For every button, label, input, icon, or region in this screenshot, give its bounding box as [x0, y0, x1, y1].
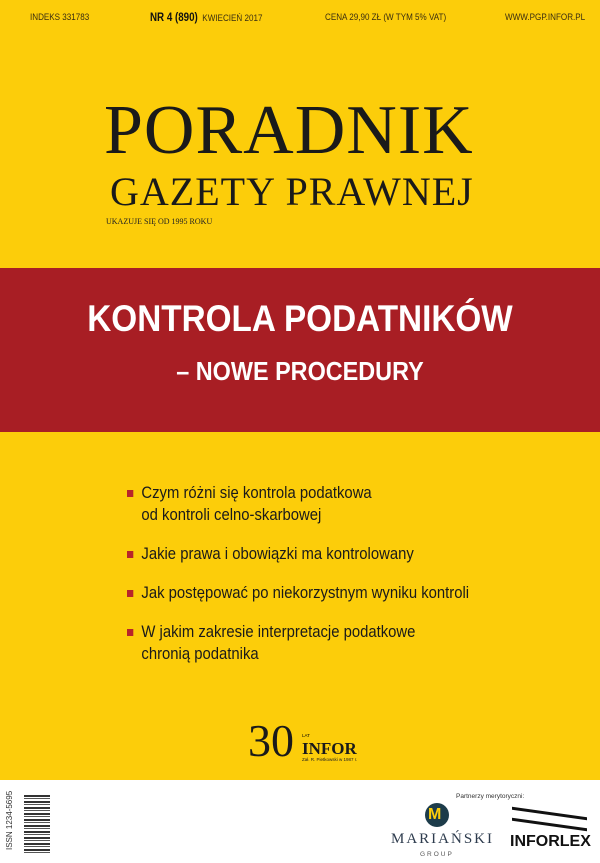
anniversary-number: 30 — [248, 715, 294, 766]
bullet-text: W jakim zakresie interpretacje podatkowe chronią podatnika — [141, 623, 416, 663]
partner-marianski: MARIAŃSKI — [391, 831, 495, 847]
partner-inforlex: INFORLEX — [510, 833, 591, 850]
masthead-subtitle: GAZETY PRAWNEJ — [110, 169, 474, 214]
headline-sub: – NOWE PROCEDURY — [176, 356, 424, 386]
anniversary-lat: LAT — [302, 733, 310, 738]
bullet-item — [127, 482, 469, 526]
price: CENA 29,90 ZŁ (W TYM 5% VAT) — [325, 12, 447, 23]
bullet-item — [127, 621, 469, 665]
barcode — [24, 795, 50, 855]
marianski-logo-icon — [425, 803, 449, 827]
bullet-item — [127, 582, 469, 604]
bullet-list — [127, 482, 507, 682]
infor-logo: INFOR — [302, 739, 357, 758]
infor-subtitle: Zał. R. Pietkowski w 1987 r. — [302, 757, 358, 762]
bullet-text: Jakie prawa i obowiązki ma kontrolowany — [141, 545, 414, 563]
headline-main: KONTROLA PODATNIKÓW — [87, 298, 513, 339]
index-number: INDEKS 331783 — [30, 12, 90, 23]
issue-number: NR 4 (890) — [150, 12, 198, 24]
headline-band — [0, 268, 600, 432]
bullet-text: Czym różni się kontrola podatkowa od kontroli celno-skarbowej — [141, 484, 372, 524]
masthead-tagline: UKAZUJE SIĘ OD 1995 ROKU — [106, 217, 213, 226]
masthead-title: PORADNIK — [104, 92, 474, 169]
inforlex-wings-icon — [512, 807, 587, 832]
partners-label: Partnerzy merytoryczni: — [456, 793, 525, 800]
website: WWW.PGP.INFOR.PL — [505, 12, 586, 23]
issue-info — [150, 12, 262, 24]
issn: ISSN 1234-5695 — [5, 790, 14, 850]
issue-date: KWIECIEŃ 2017 — [202, 13, 263, 24]
bullet-text: Jak postępować po niekorzystnym wyniku kontroli — [141, 584, 470, 602]
bullet-item — [127, 543, 469, 565]
partner-marianski-sub: GROUP — [420, 851, 454, 858]
